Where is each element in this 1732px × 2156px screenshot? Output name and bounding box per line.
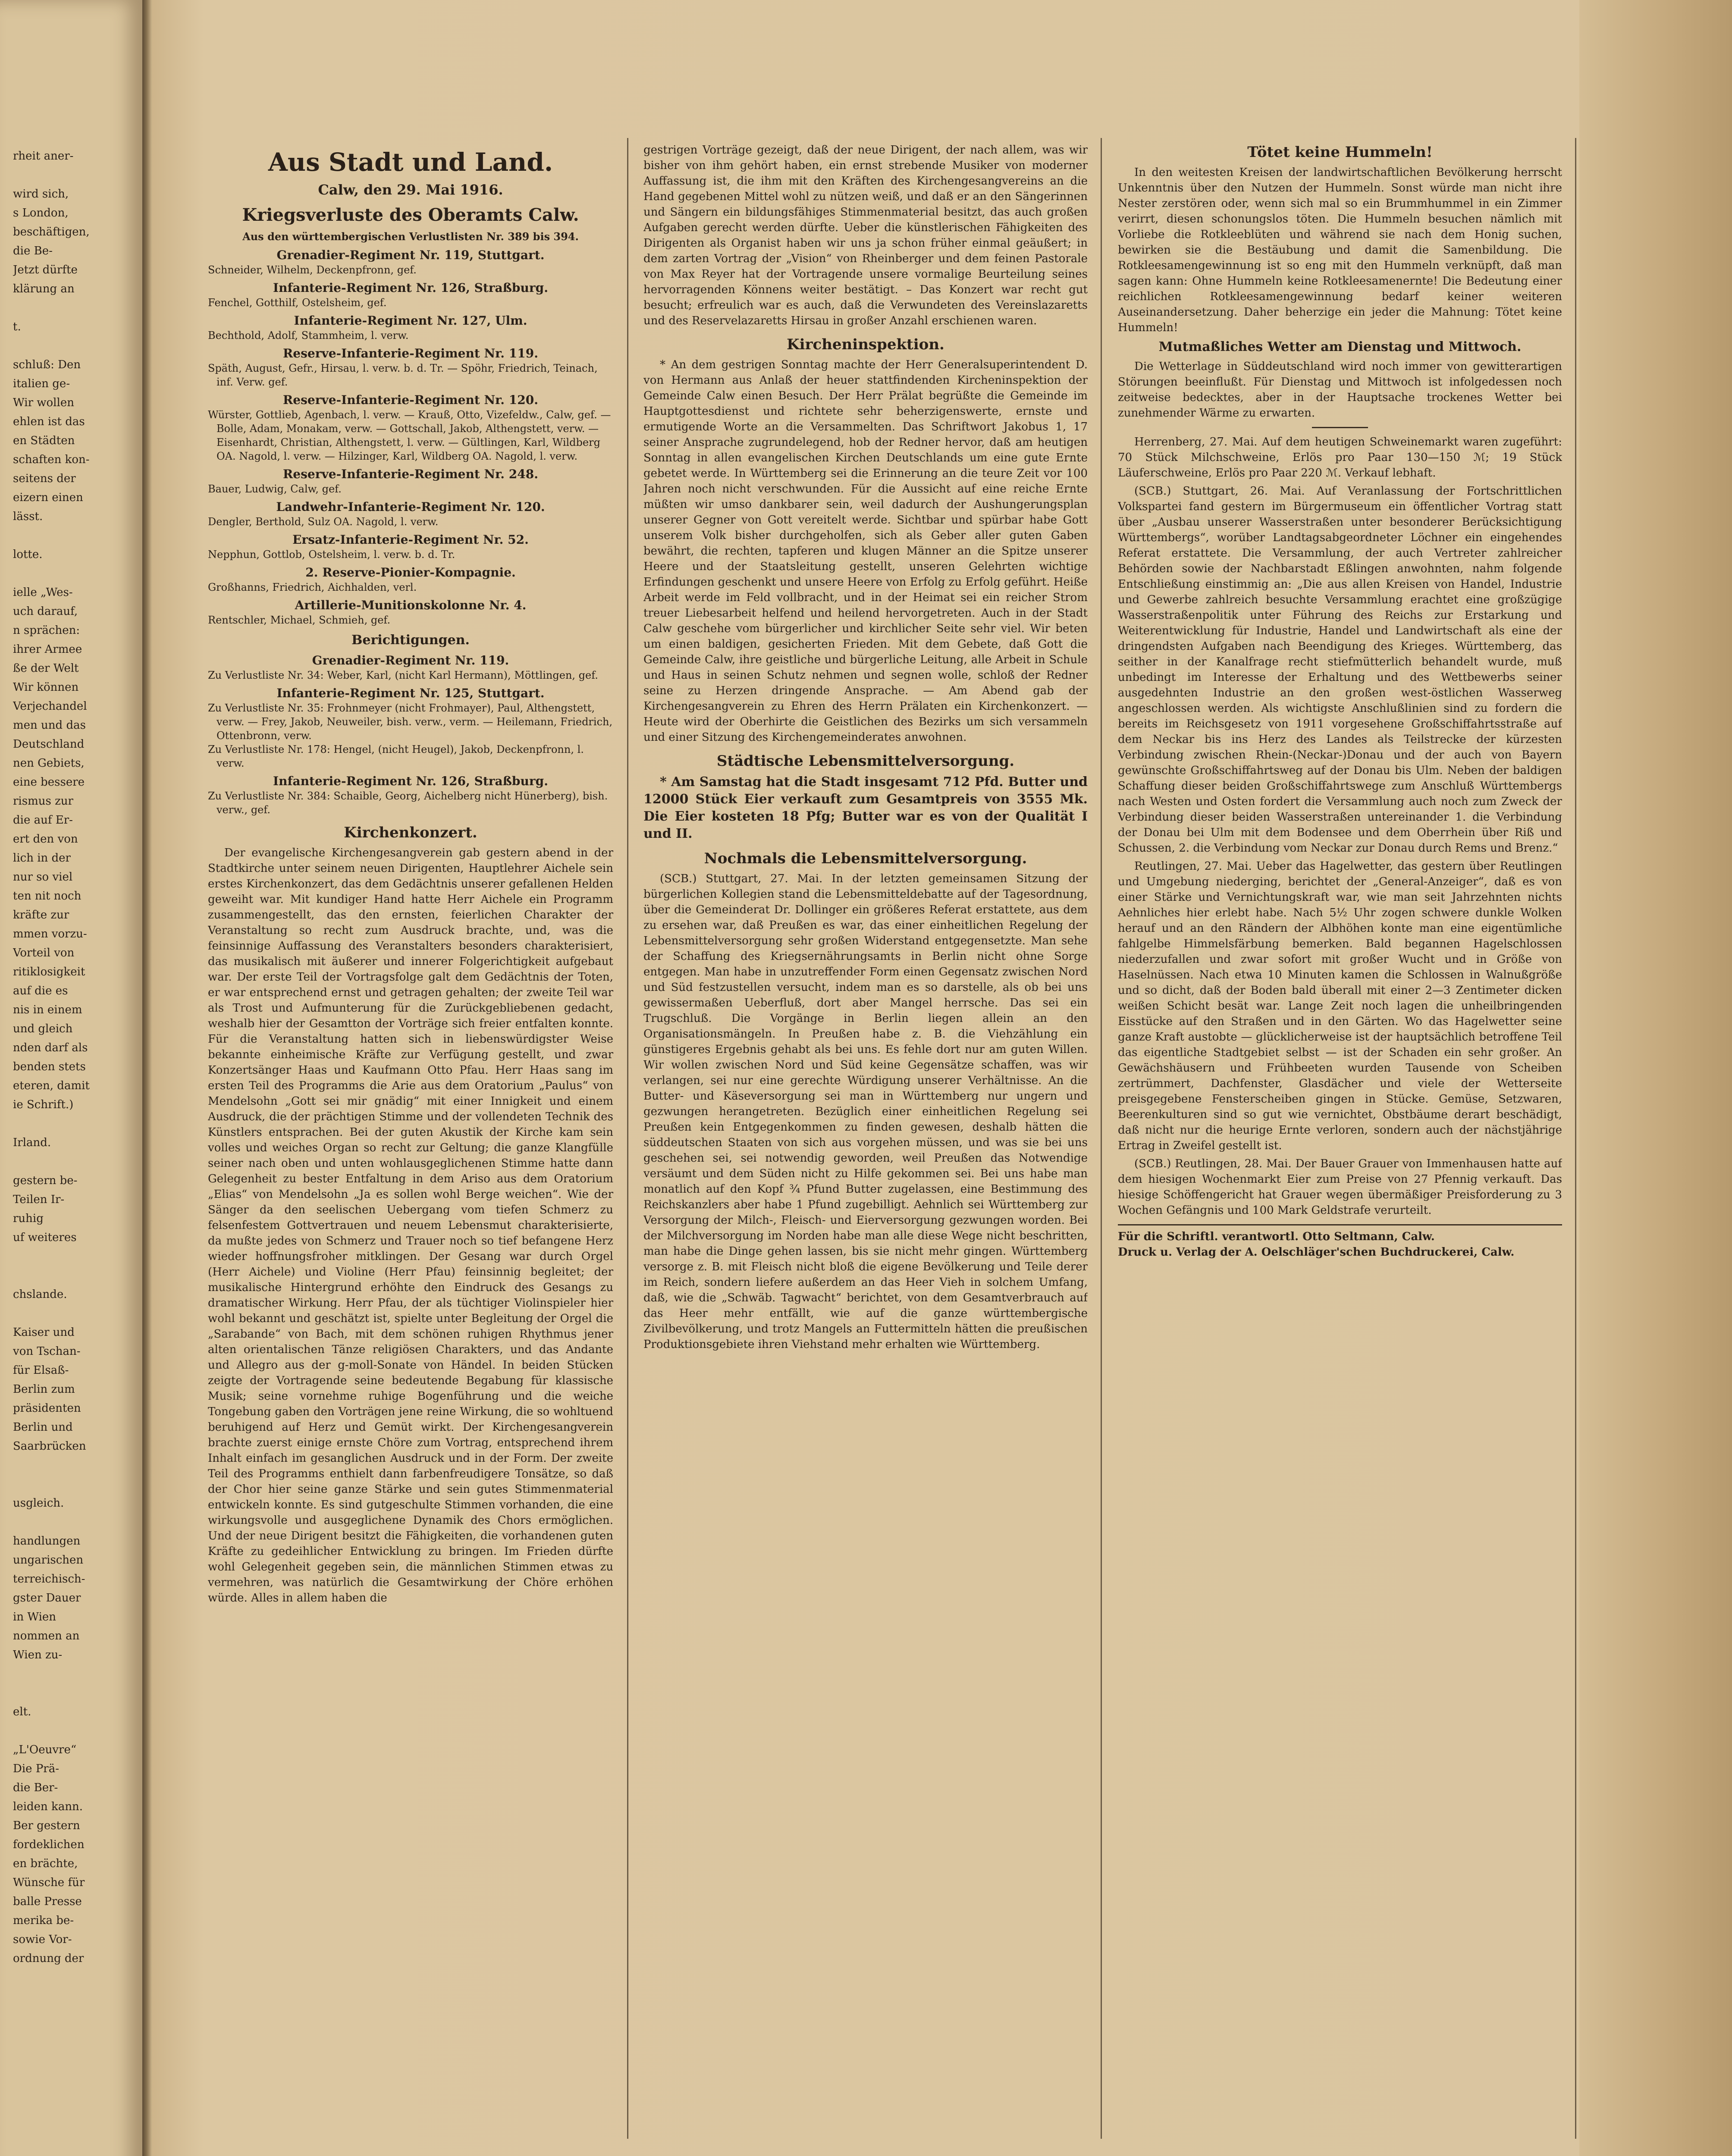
regiment-name: Infanterie-Regiment Nr. 126, Straßburg. bbox=[273, 774, 548, 788]
casualty-entry: Zu Verlustliste Nr. 178: Hengel, (nicht Heugel), Jakob, Deckenpfronn, l. verw. bbox=[208, 743, 584, 769]
fragment-line: eteren, damit bbox=[13, 1079, 90, 1092]
fragment-line: Ber gestern bbox=[13, 1819, 80, 1832]
fragment-line: rismus zur bbox=[13, 795, 73, 808]
hummeln-title: Tötet keine Hummeln! bbox=[1247, 144, 1433, 161]
dateline: Calw, den 29. Mai 1916. bbox=[318, 182, 503, 198]
fragment-line: die Ber- bbox=[13, 1781, 58, 1794]
fragment-line: eizern einen bbox=[13, 491, 83, 504]
fragment-line: Wünsche für bbox=[13, 1876, 85, 1889]
left-page-text bbox=[13, 147, 136, 1968]
fragment-line bbox=[13, 564, 136, 583]
regiment-name: Infanterie-Regiment Nr. 127, Ulm. bbox=[294, 313, 527, 328]
page-gutter bbox=[142, 0, 152, 2156]
fragment-line: Berlin und bbox=[13, 1421, 73, 1434]
fragment-line bbox=[13, 1513, 136, 1532]
fragment-line: ert den von bbox=[13, 833, 78, 846]
fragment-line: ruhig bbox=[13, 1212, 44, 1225]
casualty-entry: Großhanns, Friedrich, Aichhalden, verl. bbox=[208, 581, 417, 593]
fragment-line: terreichisch- bbox=[13, 1573, 85, 1586]
fragment-line: Teilen Ir- bbox=[13, 1193, 65, 1206]
section-masthead: Aus Stadt und Land. bbox=[268, 147, 553, 177]
fragment-line: chslande. bbox=[13, 1288, 67, 1301]
fragment-line bbox=[13, 1683, 136, 1702]
article-paragraph: * An dem gestrigen Sonntag machte der Herr Generalsuperintendent D. von Hermann aus Anlaß der heuer stattfindenden Kircheninspektion der Gemeinde Calw einen Besuch. Der Herr Prälat begrüßte die Gemeinde im Hauptgottesdienst und richtete sehr beherzigenswerte, ernste und ermutigende Worte an die Versammelten. Das Schriftwort Jakobus 1, 17 seiner Ansprache zugrundelegend, hob der Redner hervor, daß am heutigen Sonntag in allen evangelischen Kirchen Deutschlands um eine gute Ernte gebetet werde. In Württemberg sei die Erinnerung an die teure Zeit vor 100 Jahren noch nicht verschwunden. Für die Aussicht auf eine reiche Ernte müßten wir umso dankbarer sein, weil dadurch der Aushungerungsplan unserer Gegner von Gott vereitelt werde. Sichtbar und spürbar habe Gott unserem Volk bisher durchgeholfen, sich als Geber aller guten Gaben bewährt, die rechten, tapferen und klugen Männer an die Spitze unserer Heere und der Staatsleitung gestellt, unseren Gelehrten wichtige Erfindungen geschenkt und unsere Heere von Erfolg zu Erfolg geführt. Heiße Arbeit werde im Feld vollbracht, und in der Heimat sei ein reicher Strom treuer Liebesarbeit helfend und heilend hervorgetreten. Auch in der Stadt Calw geschehe vom bürgerlicher und kirchlicher Seite sehr viel. Wir beten um einen baldigen, gesicherten Frieden. Mit dem Gebete, daß Gott die Gemeinde Calw, ihre geistliche und bürgerliche Leitung, alle Arbeit in Schule und Haus in seinen Schutz nehmen und segnen wolle, schloß der Redner seine zu Herzen dringende Ansprache. — Am Abend gab der Kirchengesangverein zu Ehren des Herrn Prälaten ein Kirchenkonzert. — Heute wird der Oberhirte die Geistlichen des Bezirks um sich versammeln und einer Sitzung des Kirchengemeinderates anwohnen. bbox=[643, 358, 1088, 744]
fragment-line: ße der Welt bbox=[13, 662, 79, 675]
fragment-line: schaften kon- bbox=[13, 453, 90, 466]
fragment-line: beschäftigen, bbox=[13, 226, 90, 238]
regiment-name: Grenadier-Regiment Nr. 119, Stuttgart. bbox=[276, 248, 545, 262]
article-paragraph: Die Wetterlage in Süddeutschland wird noch immer von gewitterartigen Störungen beeinflußt. Für Dienstag und Mittwoch ist infolgedessen noch zeitweise bedecktes, aber in der Hauptsache trockenes Wetter bei zunehmender Wärme zu erwarten. bbox=[1118, 360, 1562, 420]
fragment-line bbox=[13, 1114, 136, 1133]
fragment-line: s London, bbox=[13, 207, 69, 219]
regiment-name: Artillerie-Munitionskolonne Nr. 4. bbox=[295, 598, 527, 612]
article-paragraph: (SCB.) Reutlingen, 28. Mai. Der Bauer Grauer von Immenhausen hatte auf dem hiesigen Wochenmarkt Eier zum Preise von 27 Pfennig verkauft. Das hiesige Schöffengericht hat Grauer wegen übermäßiger Preisforderung zu 3 Wochen Gefängnis und 100 Mark Geldstrafe verurteilt. bbox=[1118, 1157, 1562, 1217]
casualty-entry: Rentschler, Michael, Schmieh, gef. bbox=[208, 614, 391, 626]
kirchenkonzert-title: Kirchenkonzert. bbox=[344, 824, 477, 841]
fragment-line: Jetzt dürfte bbox=[13, 263, 78, 276]
fragment-line bbox=[13, 1456, 136, 1475]
fragment-line: ten nit noch bbox=[13, 890, 82, 903]
fragment-line: elt. bbox=[13, 1705, 31, 1718]
fragment-line: en Städten bbox=[13, 434, 75, 447]
divider bbox=[1312, 427, 1368, 428]
fragment-line bbox=[13, 1721, 136, 1740]
fragment-line: t. bbox=[13, 320, 21, 333]
fragment-line: ehlen ist das bbox=[13, 415, 85, 428]
fragment-line: auf die es bbox=[13, 984, 68, 997]
regiment-name: Ersatz-Infanterie-Regiment Nr. 52. bbox=[292, 533, 529, 547]
fragment-line: rheit aner- bbox=[13, 150, 74, 163]
imprint-line: Für die Schriftl. verantwortl. Otto Seltmann, Calw. bbox=[1118, 1230, 1435, 1243]
fragment-line: nden darf als bbox=[13, 1041, 88, 1054]
fragment-line: von Tschan- bbox=[13, 1345, 81, 1358]
fragment-line bbox=[13, 1247, 136, 1266]
fragment-line: Die Prä- bbox=[13, 1762, 60, 1775]
article-paragraph: (SCB.) Stuttgart, 27. Mai. In der letzten gemeinsamen Sitzung der bürgerlichen Kollegien stand die Lebensmitteldebatte auf der Tagesordnung, über die Gemeinderat Dr. Dollinger ein größeres Referat erstattete, aus dem zu ersehen war, daß Preußen es war, das einer einheitlichen Regelung der Lebensmittelversorgung sehr großen Widerstand entgegensetzte. Man sehe der Schaffung des Kriegsernährungsamts in Berlin nicht ohne Sorge entgegen. Man habe in unzutreffender Form einen Gegensatz zwischen Nord und Süd festzustellen versucht, indem man es so darstelle, als ob bei uns gewissermaßen Ueberfluß, dort aber Mangel herrsche. Das sei ein Trugschluß. Die Vorgänge in Berlin liegen allein an den Organisationsmängeln. In Preußen habe z. B. die Viehzählung ein günstigeres Ergebnis gehabt als bei uns. Es fehle dort nur am guten Willen. Wir wollen zwischen Nord und Süd keine Gegensätze schaffen, was wir verlangen, sei nur eine gerechte Würdigung unserer Verhältnisse. An die Butter- und Käseversorgung sei man in Württemberg nur ungern und gezwungen herangetreten. Bezüglich einer einheitlichen Regelung sei Preußen kein Entgegenkommen zu finden gewesen, deshalb hätten die süddeutschen Staaten von sich aus vorgehen müssen, und was sie bei uns geschehen sei, sei notwendig geworden, weil Preußen das Notwendige versäumt und dem Süden nicht zu Hilfe gekommen sei. Bei uns habe man monatlich auf den Kopf ¾ Pfund Butter zugelassen, eine Bestimmung des Reichskanzlers aber habe 1 Pfund zugebilligt. Aehnlich sei Württemberg zur Versorgung der Milch-, Fleisch- und Eierversorgung gezwungen worden. Bei der Milchversorgung im Norden habe man alle diese Wege nicht beschritten, man habe die Dinge gehen lassen, bis sie nicht mehr gingen. Württemberg versorge z. B. mit Fleisch nicht bloß die eigene Bevölkerung und Teile derer im Reich, sondern liefere außerdem an das Heer Vieh in solchem Umfang, daß, wie die „Schwäb. Tagwacht“ berichtet, von dem Gesamtverbrauch auf das Heer mehr entfällt, wie auf die ganze württembergische Zivilbevölkerung, und trotz Mangels an Futtermitteln hätten die preußischen Produktionsgebiete ihren Viehstand mehr erhalten wie Württemberg. bbox=[643, 872, 1088, 1351]
fragment-line: ordnung der bbox=[13, 1952, 84, 1965]
regiment-name: Infanterie-Regiment Nr. 125, Stuttgart. bbox=[276, 686, 545, 700]
fragment-line: usgleich. bbox=[13, 1497, 64, 1510]
casualty-entry: Würster, Gottlieb, Agenbach, l. verw. — Krauß, Otto, Vizefeldw., Calw, gef. — Bolle, Adam, Monakam, verw. — Gottschall, Jakob, Althengstett, verw. — Eisenhardt, Christian, Althengstett, l. verw. — Gültlingen, Karl, Wildberg OA. Nagold, l. verw. — Hilzinger, Karl, Wildberg OA. Nagold, l. verw. bbox=[208, 409, 611, 462]
fragment-line: kräfte zur bbox=[13, 909, 69, 921]
fragment-line: Wir wollen bbox=[13, 396, 74, 409]
kriegsverluste-title: Kriegsverluste des Oberamts Calw. bbox=[242, 205, 579, 225]
fragment-line: „L'Oeuvre“ bbox=[13, 1743, 77, 1756]
regiment-name: Grenadier-Regiment Nr. 119. bbox=[312, 653, 509, 667]
fragment-line: en brächte, bbox=[13, 1857, 78, 1870]
fragment-line: präsidenten bbox=[13, 1402, 81, 1415]
berichtigungen-title: Berichtigungen. bbox=[351, 633, 470, 648]
fragment-line: Wien zu- bbox=[13, 1648, 63, 1661]
fragment-line: wird sich, bbox=[13, 188, 69, 201]
newspaper-page bbox=[152, 0, 1732, 2156]
fragment-line bbox=[13, 298, 136, 317]
fragment-line: seitens der bbox=[13, 472, 76, 485]
fragment-line: fordeklichen bbox=[13, 1838, 85, 1851]
fragment-line: merika be- bbox=[13, 1914, 74, 1927]
fragment-line: in Wien bbox=[13, 1611, 56, 1623]
fragment-line bbox=[13, 336, 136, 355]
fragment-line: Berlin zum bbox=[13, 1383, 75, 1396]
fragment-line: Irland. bbox=[13, 1136, 51, 1149]
kircheninspektion-title: Kircheninspektion. bbox=[787, 336, 944, 353]
fragment-line: gestern be- bbox=[13, 1174, 78, 1187]
fragment-line: nis in einem bbox=[13, 1003, 82, 1016]
fragment-line: die auf Er- bbox=[13, 814, 73, 827]
casualty-entry: Fenchel, Gotthilf, Ostelsheim, gef. bbox=[208, 297, 387, 309]
fragment-line: Verjechandel bbox=[13, 700, 87, 713]
fragment-line: mmen vorzu- bbox=[13, 928, 87, 940]
fragment-line: lich in der bbox=[13, 852, 71, 865]
casualty-entry: Dengler, Berthold, Sulz OA. Nagold, l. verw. bbox=[208, 516, 439, 528]
fragment-line: men und das bbox=[13, 719, 86, 732]
nochmals-title: Nochmals die Lebensmittelversorgung. bbox=[704, 850, 1027, 867]
wetter-title: Mutmaßliches Wetter am Dienstag und Mittwoch. bbox=[1158, 339, 1522, 354]
regiment-name: Reserve-Infanterie-Regiment Nr. 248. bbox=[283, 467, 538, 481]
regiment-name: Reserve-Infanterie-Regiment Nr. 119. bbox=[283, 346, 538, 360]
fragment-line: ie Schrift.) bbox=[13, 1098, 74, 1111]
fragment-line: leiden kann. bbox=[13, 1800, 83, 1813]
fragment-line: ungarischen bbox=[13, 1554, 84, 1567]
fragment-line: benden stets bbox=[13, 1060, 86, 1073]
regiment-name: Landwehr-Infanterie-Regiment Nr. 120. bbox=[276, 500, 545, 514]
staedtische-title: Städtische Lebensmittelversorgung. bbox=[716, 752, 1015, 770]
fragment-line: Deutschland bbox=[13, 738, 85, 751]
article-paragraph: In den weitesten Kreisen der landwirtschaftlichen Bevölkerung herrscht Unkenntnis über den Nutzen der Hummeln. Sonst würde man nicht ihre Nester zerstören oder, wenn sich mal so ein Brummhummel in ein Zimmer verirrt, diesen schonungslos töten. Die Hummeln besuchen nämlich mit Vorliebe die Rotkleeblüten und während sie nach dem Honig suchen, bewirken sie die Bestäubung und damit die Samenbildung. Die Rotkleesamengewinnung ist so eng mit den Hummeln verknüpft, daß man sagen kann: Ohne Hummeln keine Rotkleesamenernte! Die Bedeutung einer reichlichen Rotkleesamengewinnung bedarf keiner weiteren Auseinandersetzung. Daher beherzige ein jeder die Mahnung: Tötet keine Hummeln! bbox=[1118, 166, 1562, 334]
fragment-line: die Be- bbox=[13, 244, 53, 257]
fragment-line: lotte. bbox=[13, 548, 43, 561]
casualty-entry: Zu Verlustliste Nr. 34: Weber, Karl, (nicht Karl Hermann), Möttlingen, gef. bbox=[208, 669, 598, 681]
fragment-line: lässt. bbox=[13, 510, 43, 523]
regiment-list bbox=[208, 248, 613, 627]
fragment-line bbox=[13, 1475, 136, 1494]
fragment-line: sowie Vor- bbox=[13, 1933, 72, 1946]
column-3 bbox=[1118, 142, 1562, 2143]
fragment-line bbox=[13, 526, 136, 545]
fragment-line bbox=[13, 1152, 136, 1171]
article-paragraph: Reutlingen, 27. Mai. Ueber das Hagelwetter, das gestern über Reutlingen und Umgebung niederging, berichtet der „General-Anzeiger“, daß es von einer Stärke und Vernichtungskraft war, wie man seit Jahrzehnten nichts Aehnliches hier erlebt habe. Nach 5½ Uhr zogen schwere dunkle Wolken herauf und an den Rändern der Albhöhen konte man eine eigentümliche fahlgelbe Himmelsfärbung bemerken. Bald begannen Hagelschlossen niederzufallen und zwar sofort mit großer Wucht und in Größe von Haselnüssen. Nach etwa 10 Minuten kamen die Schlossen in Walnußgröße und so dicht, daß der Boden bald überall mit einer 2—3 Zentimeter dicken weißen Schicht besät war. Lange Zeit noch lagen die unheilbringenden Eisstücke auf den Straßen und in den Gärten. Wo das Hagelwetter seine ganze Kraft austobte — glücklicherweise ist der hauptsächlich betroffene Teil das eigentliche Stadtgebiet selbst — ist der Schaden ein sehr großer. An Gewächshäusern und Frühbeeten wurden Tausende von Scheiben zertrümmert, Dachfenster, Glasdächer und viele der Wetterseite preisgegebene Fensterscheiben gingen in Stücke. Gemüse, Setzwaren, Beerenkulturen sind so gut wie vernichtet, Obstbäume derart beschädigt, daß nicht nur die heurige Ernte verloren, sondern auch der nächstjährige Ertrag in Zweifel gestellt ist. bbox=[1118, 860, 1562, 1152]
casualty-entry: Bechthold, Adolf, Stammheim, l. verw. bbox=[208, 329, 409, 342]
column-rule bbox=[1101, 138, 1102, 2139]
casualty-entry: Späth, August, Gefr., Hirsau, l. verw. b. d. Tr. — Spöhr, Friedrich, Teinach, inf. Verw. gef. bbox=[208, 362, 598, 388]
fragment-line: ihrer Armee bbox=[13, 643, 82, 656]
imprint bbox=[1118, 1224, 1562, 1260]
berichtigungen-list bbox=[208, 653, 613, 817]
fragment-line: Saarbrücken bbox=[13, 1440, 86, 1453]
casualty-entry: Bauer, Ludwig, Calw, gef. bbox=[208, 483, 342, 495]
casualty-entry: Nepphun, Gottlob, Ostelsheim, l. verw. b. d. Tr. bbox=[208, 548, 455, 561]
fragment-line: Kaiser und bbox=[13, 1326, 75, 1339]
fragment-line: nommen an bbox=[13, 1630, 80, 1642]
casualty-entry: Schneider, Wilhelm, Deckenpfronn, gef. bbox=[208, 264, 417, 276]
article-paragraph: (SCB.) Stuttgart, 26. Mai. Auf Veranlassung der Fortschrittlichen Volkspartei fand gestern im Bürgermuseum ein öffentlicher Vortrag statt über „Ausbau unserer Wasserstraßen unter besonderer Berücksichtigung Württembergs“, worüber Landtagsabgeordneter Löchner ein eingehendes Referat erstattete. Die Versammlung, der auch Vertreter zahlreicher Behörden sowie der Nachbarstadt Eßlingen anwohnten, nahm folgende Entschließung einstimmig an: „Die aus allen Kreisen von Handel, Industrie und Gewerbe zahlreich besuchte Versammlung erachtet eine großzügige Wasserstraßenpolitik unter Führung des Reichs zur Erstarkung und Weiterentwicklung für Industrie, Handel und Landwirtschaft als eine der dringendsten Aufgaben nach Beendigung des Krieges. Württemberg, das seither in der Kanalfrage recht stiefmütterlich behandelt wurde, muß unbedingt im Interesse der Erhaltung und des Wettbewerbs seiner ausgedehnten Industrie an den großen west-östlichen Wasserweg angeschlossen werden. Als wichtigste Anschlußlinien sind zu fordern die bereits im Reichsgesetz von 1911 vorgesehene Großschiffahrtsstraße auf dem Neckar bis ins Herz des Landes als Teilstrecke der kürzesten Verbindung zwischen Rhein-(Neckar-)Donau und der auch von Bayern gewünschte Großschiffahrtsweg auf der Donau bis Ulm. Neben der baldigen Schaffung dieser beiden Großschiffahrtswege zum Anschluß Württembergs nach Westen und Osten fordert die Versammlung auch noch zum Zweck der Verbindung dieser beiden Wasserstraßen untereinander 1. die Verbindung der Donau bei Ulm mit dem Bodensee und dem Oberrhein über Riß und Schussen, 2. die Verbindung vom Neckar zur Donau durch Rems und Brenz.“ bbox=[1118, 485, 1562, 855]
regiment-name: 2. Reserve-Pionier-Kompagnie. bbox=[305, 565, 516, 580]
article-paragraph: gestrigen Vorträge gezeigt, daß der neue Dirigent, der nach allem, was wir bisher von ihm gehört haben, ein ernst strebende Musiker von moderner Auffassung ist, die ihm mit den Kräften des Kirchengesangvereins an die Hand gegebenen Mittel wohl zu nützen weiß, und daß er an den Sängerinnen und Sängern ein bildungsfähiges Stimmenmaterial besitzt, das auch großen Aufgaben gerecht werden dürfte. Ueber die künstlerischen Fähigkeiten des Dirigenten als Organist haben wir uns ja schon früher einmal geäußert; in dem zarten Vortrag der „Vision“ von Rheinberger und dem feinen Pastorale von Max Reyer hat der Vortragende unsere vormalige Beurteilung seines hervorragenden Könnens weiter bestätigt. – Das Konzert war recht gut besucht; erfreulich war es auch, daß die Verwundeten des Vereinslazaretts und des Reservelazaretts Hirsau in großer Anzahl erschienen waren. bbox=[643, 144, 1088, 327]
fragment-line: schluß: Den bbox=[13, 358, 81, 371]
fragment-line bbox=[13, 166, 136, 185]
fragment-line: gster Dauer bbox=[13, 1592, 81, 1604]
fragment-line bbox=[13, 1304, 136, 1323]
column-rule bbox=[627, 138, 628, 2139]
fragment-line: nur so viel bbox=[13, 871, 73, 884]
fragment-line: balle Presse bbox=[13, 1895, 82, 1908]
article-paragraph: * Am Samstag hat die Stadt insgesamt 712 Pfd. Butter und 12000 Stück Eier verkauft zum Gesamtpreis von 3555 Mk. Die Eier kosteten 18 Pfg; Butter war es von der Qualität I und II. bbox=[643, 774, 1088, 841]
kriegsverluste-subtitle: Aus den württembergischen Verlustlisten Nr. 389 bis 394. bbox=[242, 230, 579, 243]
column-1 bbox=[208, 142, 613, 2143]
fragment-line: und gleich bbox=[13, 1022, 73, 1035]
regiment-name: Reserve-Infanterie-Regiment Nr. 120. bbox=[283, 393, 538, 407]
left-page-fragment bbox=[0, 0, 142, 2156]
casualty-entry: Zu Verlustliste Nr. 35: Frohnmeyer (nicht Frohmayer), Paul, Althengstett, verw. — Frey, Jakob, Neuweiler, bish. verw., verm. — Heilemann, Friedrich, Ottenbronn, verw. bbox=[208, 702, 613, 742]
fragment-line: nen Gebiets, bbox=[13, 757, 85, 770]
fragment-line: uf weiteres bbox=[13, 1231, 77, 1244]
fragment-line: Vorteil von bbox=[13, 946, 75, 959]
fragment-line: n sprächen: bbox=[13, 624, 80, 637]
fragment-line: uch darauf, bbox=[13, 605, 78, 618]
fragment-line: für Elsaß- bbox=[13, 1364, 69, 1377]
article-paragraph: Herrenberg, 27. Mai. Auf dem heutigen Schweinemarkt waren zugeführt: 70 Stück Milchschweine, Erlös pro Paar 130—150 ℳ; 19 Stück Läuferschweine, Erlös pro Paar 220 ℳ. Verkauf lebhaft. bbox=[1118, 436, 1562, 479]
fragment-line: Wir können bbox=[13, 681, 79, 694]
imprint-line: Druck u. Verlag der A. Oelschläger'schen Buchdruckerei, Calw. bbox=[1118, 1246, 1515, 1259]
fragment-line: ielle „Wes- bbox=[13, 586, 73, 599]
fragment-line: klärung an bbox=[13, 282, 75, 295]
casualty-entry: Zu Verlustliste Nr. 384: Schaible, Georg, Aichelberg nicht Hünerberg), bish. verw., gef. bbox=[208, 790, 608, 816]
article-paragraph: Der evangelische Kirchengesangverein gab gestern abend in der Stadtkirche unter seinem neuen Dirigenten, Hauptlehrer Aichele sein erstes Kirchenkonzert, das dem Gedächtnis unserer gefallenen Helden geweiht war. Mit kundiger Hand hatte Herr Aichele ein Programm zusammengestellt, das den ernsten, feierlichen Charakter der Veranstaltung so recht zum Ausdruck brachte, und, was die feinsinnige Auffassung des Veranstalters besonders charakterisiert, das musikalisch mit äußerer und innerer Folgerichtigkeit aufgebaut war. Der erste Teil der Vortragsfolge galt dem Gedächtnis der Toten, er war entsprechend ernst und getragen gehalten; der zweite Teil war als Trost und Aufmunterung für die Zurückgebliebenen gedacht, weshalb hier der Gesamtton der Vorträge sich freier entfalten konnte. Für die Veranstaltung hatten sich in liebenswürdigster Weise bekannte einheimische Kräfte zur Verfügung gestellt, und zwar Konzertsänger Haas und Kaufmann Otto Pfau. Herr Haas sang im ersten Teil des Programms die Arie aus dem Oratorium „Paulus“ von Mendelsohn „Gott sei mir gnädig“ mit einer Innigkeit und einem Ausdruck, die der prächtigen Stimme und der vollendeten Technik des Künstlers entsprachen. Bei der guten Akustik der Kirche kam sein volles und weiches Organ so recht zur Geltung; die ganze Klangfülle seiner nach oben und unten wohlausgeglichenen Stimme hatte dann Gelegenheit zu bester Entfaltung in dem Ariso aus dem Oratorium „Elias“ von Mendelsohn „Ja es sollen wohl Berge weichen“. Wie der Sänger da den seelischen Uebergang vom tiefen Schmerz zu felsenfestem Gottvertrauen und neuem Lebensmut charakterisierte, da mußte jedes von Schmerz und Trauer noch so tief befangene Herz wieder hoffnungsfroher mitklingen. Der Gesang war durch Orgel (Herr Aichele) und Violine (Herr Pfau) feinsinnig begleitet; der musikalische Hintergrund erhöhte den Eindruck des Gesangs zu dramatischer Wirkung. Herr Pfau, der als tüchtiger Violinspieler hier wohl bekannt und geschätzt ist, spielte unter Begleitung der Orgel die „Sarabande“ von Bach, mit dem schönen ruhigen Rhythmus jener alten orientalischen Tänze religiösen Charakters, und das Andante und Allegro aus der g-moll-Sonate von Händel. In beiden Stücken zeigte der Vortragende seine bedeutende Begabung für klassische Musik; seine vornehme ruhige Bogenführung und die weiche Tongebung gaben den Vorträgen jene reine Wirkung, die so wohltuend beruhigend auf Herz und Gemüt wirkt. Der Kirchengesangverein brachte zuerst einige ernste Chöre zum Vortrag, entsprechend ihrem Inhalt einfach im gesanglichen Ausdruck und in der Form. Der zweite Teil des Programms enthielt dann farbenfreudigere Tonsätze, so daß der Chor hier seine ganze Stärke und sein gutes Stimmenmaterial entwickeln konnte. Es sind gutgeschulte Stimmen vorhanden, die eine wirkungsvolle und ausgeglichene Dynamik des Chors ermöglichen. Und der neue Dirigent besitzt die Fähigkeiten, die vorhandenen guten Kräfte zu gedeihlicher Entwicklung zu bringen. Im Frieden dürfte wohl Gelegenheit gegeben sein, die männlichen Stimmen etwas zu vermehren, was natürlich die Gesamtwirkung der Chöre erhöhen würde. Alles in allem haben die bbox=[208, 846, 613, 1604]
fragment-line: eine bessere bbox=[13, 776, 85, 789]
fragment-line: italien ge- bbox=[13, 377, 70, 390]
column-2 bbox=[643, 142, 1088, 2143]
fragment-line: ritiklosigkeit bbox=[13, 965, 85, 978]
regiment-name: Infanterie-Regiment Nr. 126, Straßburg. bbox=[273, 281, 548, 295]
column-rule bbox=[1575, 138, 1576, 2139]
fragment-line bbox=[13, 1664, 136, 1683]
fragment-line bbox=[13, 1266, 136, 1285]
page-margin bbox=[1579, 0, 1732, 2156]
fragment-line: handlungen bbox=[13, 1535, 81, 1548]
